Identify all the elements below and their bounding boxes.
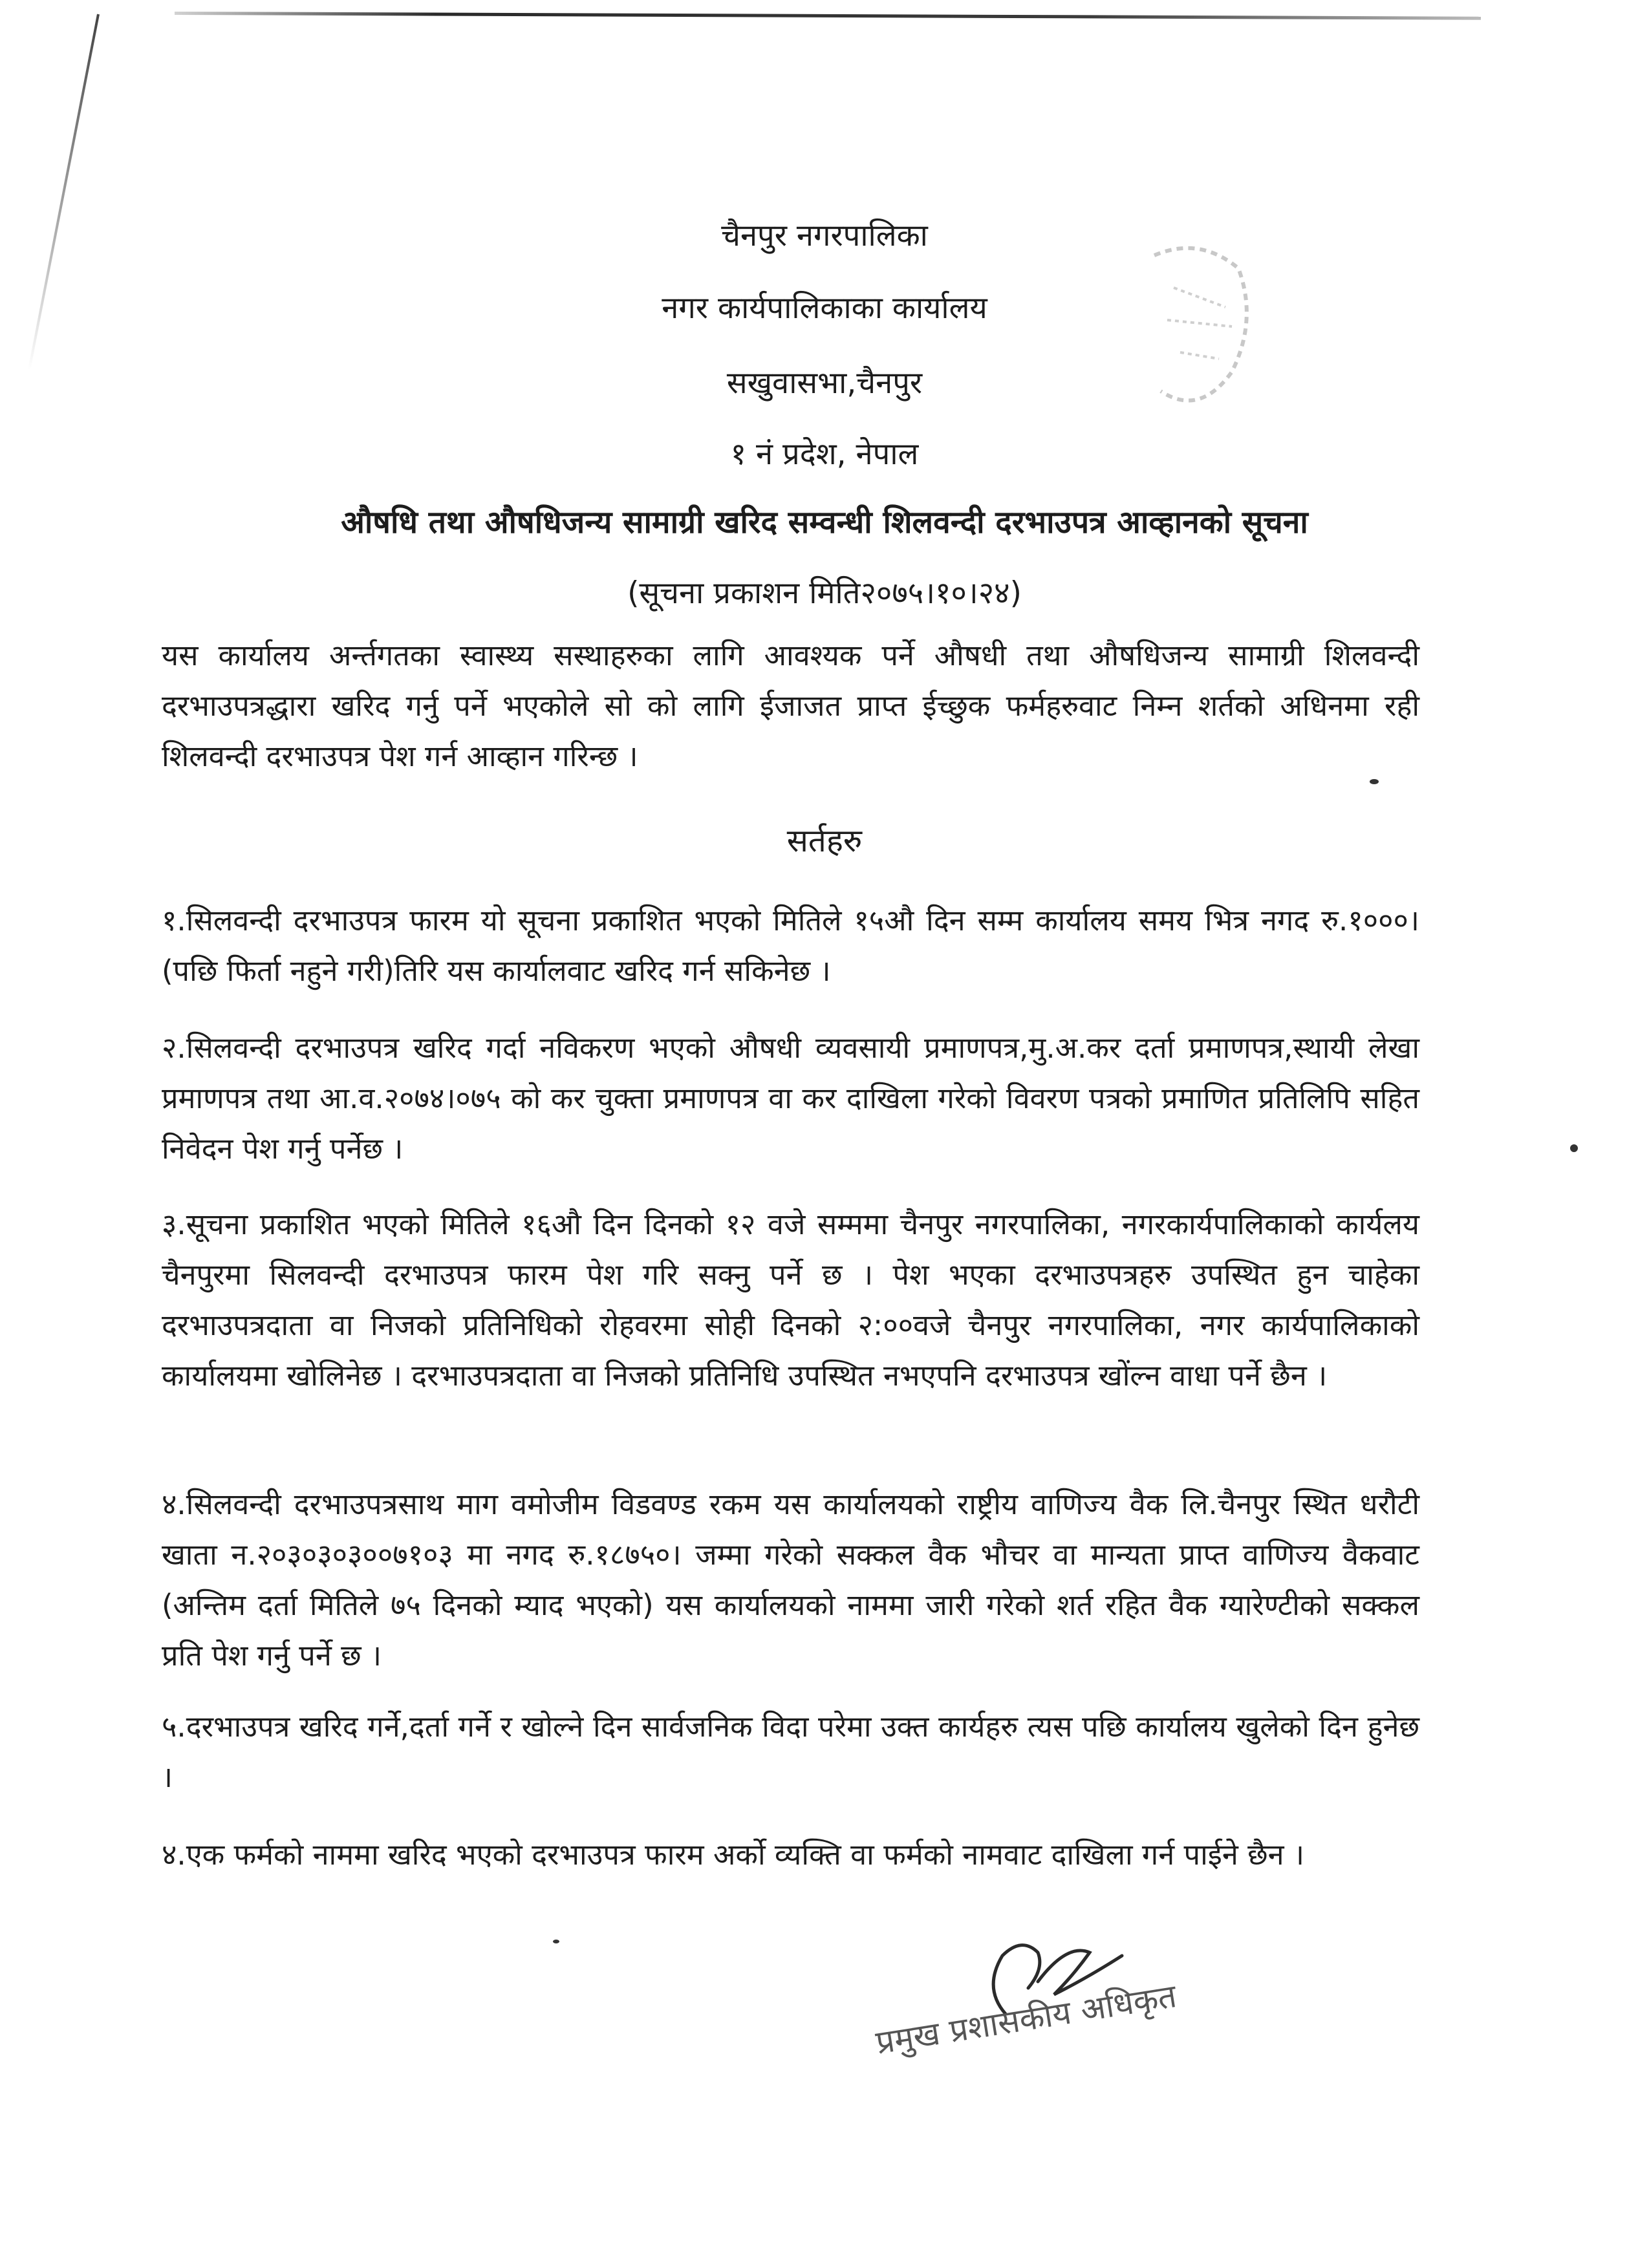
province-line: १ नं प्रदेश, नेपाल (730, 436, 919, 472)
scan-speck (1570, 1144, 1578, 1152)
scan-edge-top (175, 12, 1481, 20)
condition-item-6: ४.एक फर्मको नाममा खरिद भएको दरभाउपत्र फारम अर्को व्यक्ति वा फर्मको नामवाट दाखिला गर्न पाईने छैन । (162, 1837, 1305, 1872)
conditions-heading: सर्तहरु (786, 822, 863, 859)
scan-speck (553, 1940, 559, 1943)
condition-item-5: ५.दरभाउपत्र खरिद गर्ने,दर्ता गर्ने र खोल्ने दिन सार्वजनिक विदा परेमा उक्त कार्यहरु त्यस पछि कार्यालय खुलेको दिन हुनेछ । (162, 1709, 1419, 1794)
notice-title: औषधि तथा औषधिजन्य सामाग्री खरिद सम्वन्धी शिलवन्दी दरभाउपत्र आव्हानको सूचना (341, 504, 1308, 540)
office-address: सखुवासभा,चैनपुर (726, 365, 923, 401)
condition-item-1: १.सिलवन्दी दरभाउपत्र फारम यो सूचना प्रकाशित भएको मितिले १५औ दिन सम्म कार्यालय समय भित्र नगद रु.१०००।(पछि फिर्ता नहुने गरी)तिरि यस कार्यालवाट खरिद गर्न सकिनेछ । (162, 903, 1419, 988)
municipality-name: चैनपुर नगरपालिका (721, 218, 928, 253)
office-name: नगर कार्यपालिकाका कार्यालय (662, 290, 987, 326)
intro-paragraph: यस कार्यालय अर्न्तगतका स्वास्थ्य सस्थाहरुका लागि आवश्यक पर्ने औषधी तथा औषधिजन्य सामाग्री शिलवन्दी दरभाउपत्रद्धारा खरिद गर्नु पर्ने भएकोले सो को लागि ईजाजत प्राप्त ईच्छुक फर्महरुवाट निम्न शर्तको अधिनमा रही शिलवन्दी दरभाउपत्र पेश गर्न आव्हान गरिन्छ । (162, 638, 1419, 773)
condition-item-2: २.सिलवन्दी दरभाउपत्र खरिद गर्दा नविकरण भएको औषधी व्यवसायी प्रमाणपत्र,मु.अ.कर दर्ता प्रमाणपत्र,स्थायी लेखा प्रमाणपत्र तथा आ.व.२०७४।०७५ को कर चुक्ता प्रमाणपत्र वा कर दाखिला गरेको विवरण पत्रको प्रमाणित प्रतिलिपि सहित निवेदन पेश गर्नु पर्नेछ । (162, 1031, 1419, 1166)
condition-item-3: ३.सूचना प्रकाशित भएको मितिले १६औ दिन दिनको १२ वजे सम्ममा चैनपुर नगरपालिका, नगरकार्यपालिकाको कार्यलय चैनपुरमा सिलवन्दी दरभाउपत्र फारम पेश गरि सक्नु पर्ने छ । पेश भएका दरभाउपत्रहरु उपस्थित हुन चाहेका दरभाउपत्रदाता वा निजको प्रतिनिधिको रोहवरमा सोही दिनको २:००वजे चैनपुर नगरपालिका, नगर कार्यपालिकाको कार्यालयमा खोलिनेछ । दरभाउपत्रदाता वा निजको प्रतिनिधि उपस्थित नभएपनि दरभाउपत्र खोंल्न वाधा पर्ने छैन । (162, 1207, 1419, 1393)
publication-date: (सूचना प्रकाशन मिति२०७५।१०।२४) (627, 575, 1022, 611)
condition-item-4: ४.सिलवन्दी दरभाउपत्रसाथ माग वमोजीम विडवण्ड रकम यस कार्यालयको राष्ट्रीय वाणिज्य वैक लि.चैनपुर स्थित धरौटी खाता न.२०३०३०३००७१०३ मा नगद रु.१८७५०। जम्मा गरेको सक्कल वैक भौचर वा मान्यता प्राप्त वाणिज्य वैकवाट (अन्तिम दर्ता मितिले ७५ दिनको म्याद भएको) यस कार्यालयको नाममा जारी गरेको शर्त रहित वैक ग्यारेण्टीको सक्कल प्रति पेश गर्नु पर्ने छ । (162, 1487, 1419, 1673)
scan-speck (1370, 779, 1379, 784)
signatory-designation: प्रमुख प्रशासकीय अधिकृत (873, 1976, 1180, 2062)
